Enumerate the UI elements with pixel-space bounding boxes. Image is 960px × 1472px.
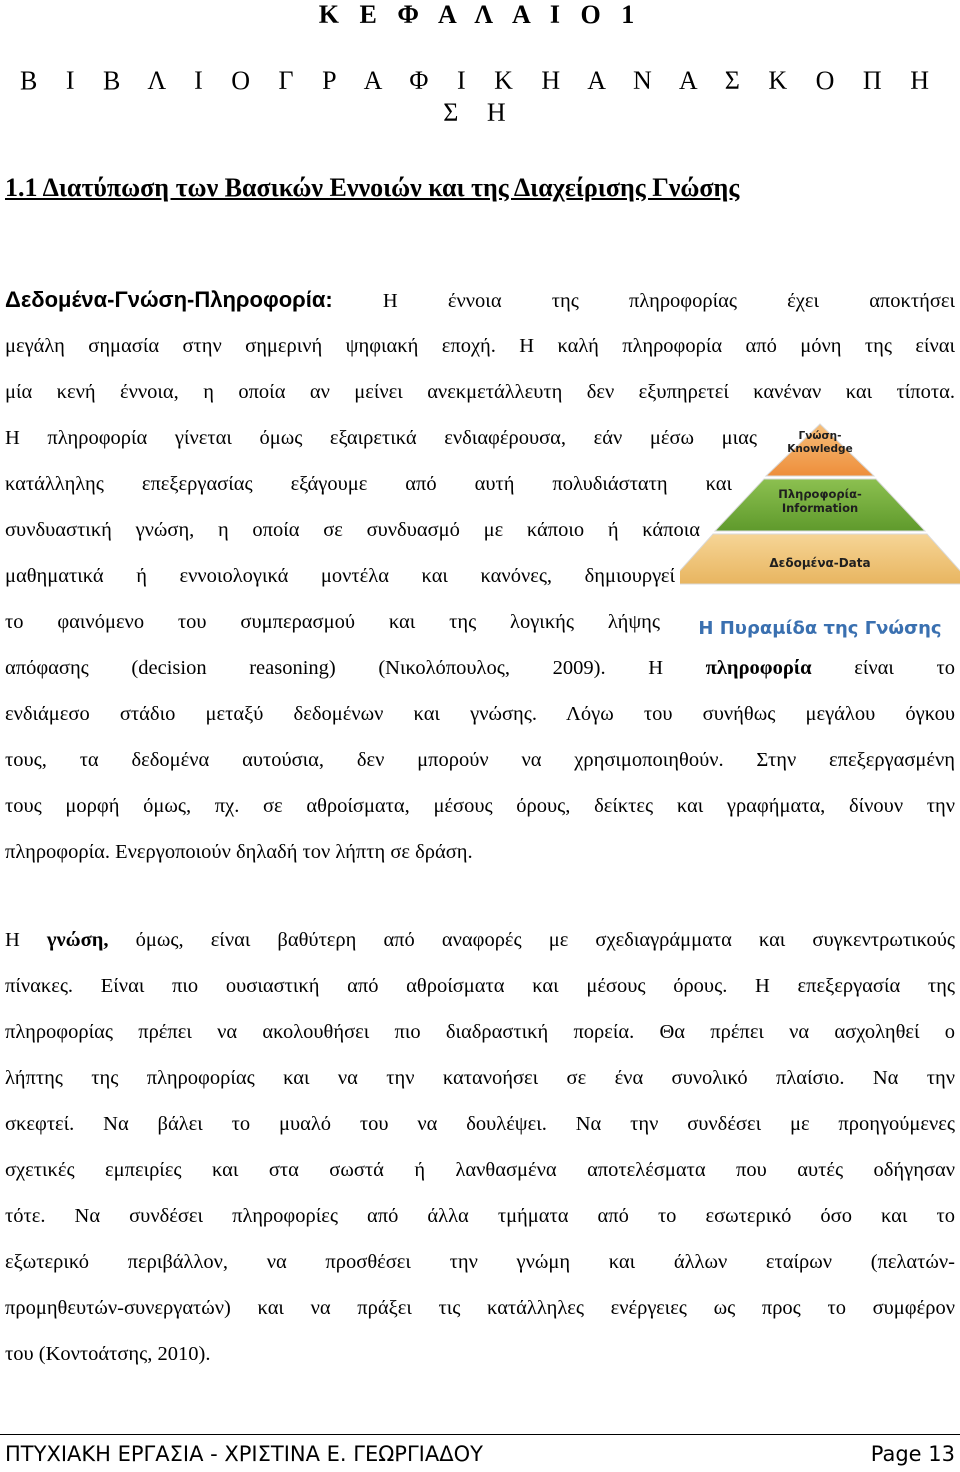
paragraph2-line1-pre: Η xyxy=(5,929,47,951)
paragraph2-line8: εξωτερικό περιβάλλον, να προσθέσει την γνώμη και άλλων εταίρων (πελατών- xyxy=(5,1251,955,1273)
paragraph1-line4: Η πληροφορία γίνεται όμως εξαιρετικά ενδιαφέρουσα, εάν μέσω μιας xyxy=(5,427,757,449)
chapter-heading: Κ Ε Φ Α Λ Α Ι Ο 1 xyxy=(318,0,642,29)
pyramid-caption: Η Πυραμίδα της Γνώσης xyxy=(698,618,942,639)
paragraph2-line5: σκεφτεί. Να βάλει το μυαλό του να δουλέψει. Να την συνδέσει με προηγούμενες xyxy=(5,1113,955,1135)
knowledge-pyramid-figure xyxy=(680,418,960,643)
paragraph1-line1 xyxy=(5,286,955,315)
footer-title: ΠΤΥΧΙΑΚΗ ΕΡΓΑΣΙΑ - ΧΡΙΣΤΙΝΑ Ε. ΓΕΩΡΓΙΑΔΟΥ xyxy=(5,1442,483,1466)
paragraph1-line5: κατάλληλης επεξεργασίας εξάγουμε από αυτή πολυδιάστατη και xyxy=(5,473,732,495)
pyramid-top-label-1: Γνώση- xyxy=(798,430,842,442)
paragraph2-line9: προμηθευτών-συνεργατών) και να πράξει τις κατάλληλες ενέργειες ως προς το συμφέρον xyxy=(5,1297,955,1319)
paragraph2-line2: πίνακες. Είναι πιο ουσιαστική από αθροίσματα και μέσους όρους. Η επεξεργασία της xyxy=(5,975,955,997)
chapter-subtitle: Β Ι Β Λ Ι Ο Γ Ρ Α Φ Ι Κ Η Α Ν Α Σ Κ Ο Π Η Σ Η xyxy=(20,66,940,127)
paragraph2-line1 xyxy=(5,926,955,954)
term-gnosi: γνώση, xyxy=(46,929,109,951)
paragraph2-line6: σχετικές εμπειρίες και στα σωστά ή λανθασμένα αποτελέσματα που αυτές οδήγησαν xyxy=(5,1159,955,1181)
section-title: 1.1 Διατύπωση των Βασικών Εννοιών και της Διαχείρισης Γνώσης xyxy=(5,173,740,202)
term-pliroforia: πληροφορία xyxy=(705,657,812,679)
paragraph1-line11: τους, τα δεδομένα αυτούσια, δεν μπορούν να χρησιμοποιηθούν. Στην επεξεργασμένη xyxy=(5,749,955,771)
pyramid-mid-label-1: Πληροφορία- xyxy=(778,487,862,501)
page-number: Page 13 xyxy=(870,1442,955,1466)
paragraph2-line3: πληροφορίας πρέπει να ακολουθήσει πιο διαδραστική πορεία. Θα πρέπει να ασχοληθεί ο xyxy=(5,1021,955,1043)
paragraph2-line4: λήπτης της πληροφορίας και να την κατανοήσει σε ένα συνολικό πλαίσιο. Να την xyxy=(5,1067,955,1089)
paragraph1-line9-pre: απόφασης (decision reasoning) (Νικολόπουλος, 2009). Η xyxy=(5,657,706,679)
paragraph1-line1-text: Η έννοια της πληροφορίας έχει αποκτήσει xyxy=(332,290,955,312)
term-heading: Δεδομένα-Γνώση-Πληροφορία: xyxy=(5,287,333,312)
paragraph1-line8: το φαινόμενο του συμπερασμού και της λογικής λήψης xyxy=(5,611,660,633)
paragraph1-line9 xyxy=(5,654,955,682)
paragraph1-line13: πληροφορία. Ενεργοποιούν δηλαδή τον λήπτη σε δράση. xyxy=(5,841,473,863)
paragraph1-line2: μεγάλη σημασία στην σημερινή ψηφιακή εποχή. Η καλή πληροφορία από μόνη της είναι xyxy=(5,335,955,357)
paragraph1-line6: συνδυαστική γνώση, η οποία σε συνδυασμό με κάποιο ή κάποια xyxy=(5,519,700,541)
paragraph2-line1-post: όμως, είναι βαθύτερη από αναφορές με σχεδιαγράμματα και συγκεντρωτικούς xyxy=(108,929,955,951)
pyramid-bottom-label: Δεδομένα-Data xyxy=(769,556,871,570)
pyramid-mid-label-2: Information xyxy=(781,501,859,515)
paragraph2-line10: του (Κοντοάτσης, 2010). xyxy=(5,1343,211,1365)
paragraph1-line9-post: είναι το xyxy=(811,657,955,679)
paragraph1-line3: μία κενή έννοια, η οποία αν μείνει ανεκμετάλλευτη δεν εξυπηρετεί κανέναν και τίποτα. xyxy=(5,381,955,403)
pyramid-top-label-2: Knowledge xyxy=(787,443,853,455)
paragraph1-line7: μαθηματικά ή εννοιολογικά μοντέλα και κανόνες, δημιουργεί xyxy=(5,565,675,587)
paragraph1-line10: ενδιάμεσο στάδιο μεταξύ δεδομένων και γνώσης. Λόγω του συνήθως μεγάλου όγκου xyxy=(5,703,955,725)
paragraph2-line7: τότε. Να συνδέσει πληροφορίες από άλλα τμήματα από το εσωτερικό όσο και το xyxy=(5,1205,955,1227)
paragraph1-line12: τους μορφή όμως, πχ. σε αθροίσματα, μέσους όρους, δείκτες και γραφήματα, δίνουν την xyxy=(5,795,955,817)
footer-divider xyxy=(0,1434,960,1435)
